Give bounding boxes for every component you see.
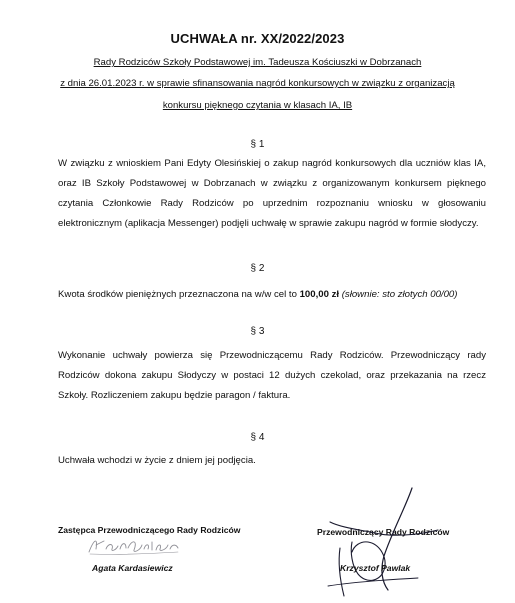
resolution-title: UCHWAŁA nr. XX/2022/2023 [170,31,345,46]
section-4-mark: § 4 [250,432,265,443]
subtitle-line-2: z dnia 26.01.2023 r. w sprawie sfinansowania nagród konkursowych w związku z organizacją [60,78,455,89]
section-2-amount-words: (słownie: sto złotych 00/00) [339,289,458,300]
section-1-text: W związku z wnioskiem Pani Edyty Olesińskiej o zakup nagród konkursowych dla uczniów klas IA, oraz IB Szkoły Podstawowej w Dobrzanach w związku z organizowanym konkursem pięknego czytania Członkowie Rady Rodziców po uprzednim rozpoznaniu wniosku w głosowaniu elektronicznym (aplikacja Messenger) podjęli uchwałę w sprawie zakupu nagród w formie słodyczy. [58,158,486,229]
left-signature-heading: Zastępca Przewodniczącego Rady Rodziców [58,525,241,535]
section-2-text-before: Kwota środków pieniężnych przeznaczona na w/w cel to [58,289,300,300]
section-2-text [58,285,486,305]
section-3-mark: § 3 [250,326,265,337]
right-signatory-name: Krzysztof Pawlak [340,563,411,573]
right-handwritten-signature [322,486,442,598]
section-2-mark: § 2 [250,263,265,274]
subtitle-line-1: Rady Rodziców Szkoły Podstawowej im. Tadeusza Kościuszki w Dobrzanach [93,57,422,68]
section-2-amount: 100,00 zł [299,289,340,300]
left-signatory-name: Agata Kardasiewicz [92,563,173,573]
section-3-text: Wykonanie uchwały powierza się Przewodniczącemu Rady Rodziców. Przewodniczący rady Rodziców dokona zakupu Słodyczy w postaci 12 dużych czekolad, oraz przekazania na rzecz Szkoły. Rozliczeniem zakupu będzie paragon / faktura. [58,350,486,401]
section-1-mark: § 1 [250,139,265,150]
left-handwritten-signature [86,533,182,559]
right-signature-heading: Przewodniczący Rady Rodziców [317,527,450,537]
subtitle-line-3: konkursu pięknego czytania w klasach IA, IB [162,100,353,111]
section-4-text: Uchwała wchodzi w życie z dniem jej podjęcia. [58,455,256,466]
